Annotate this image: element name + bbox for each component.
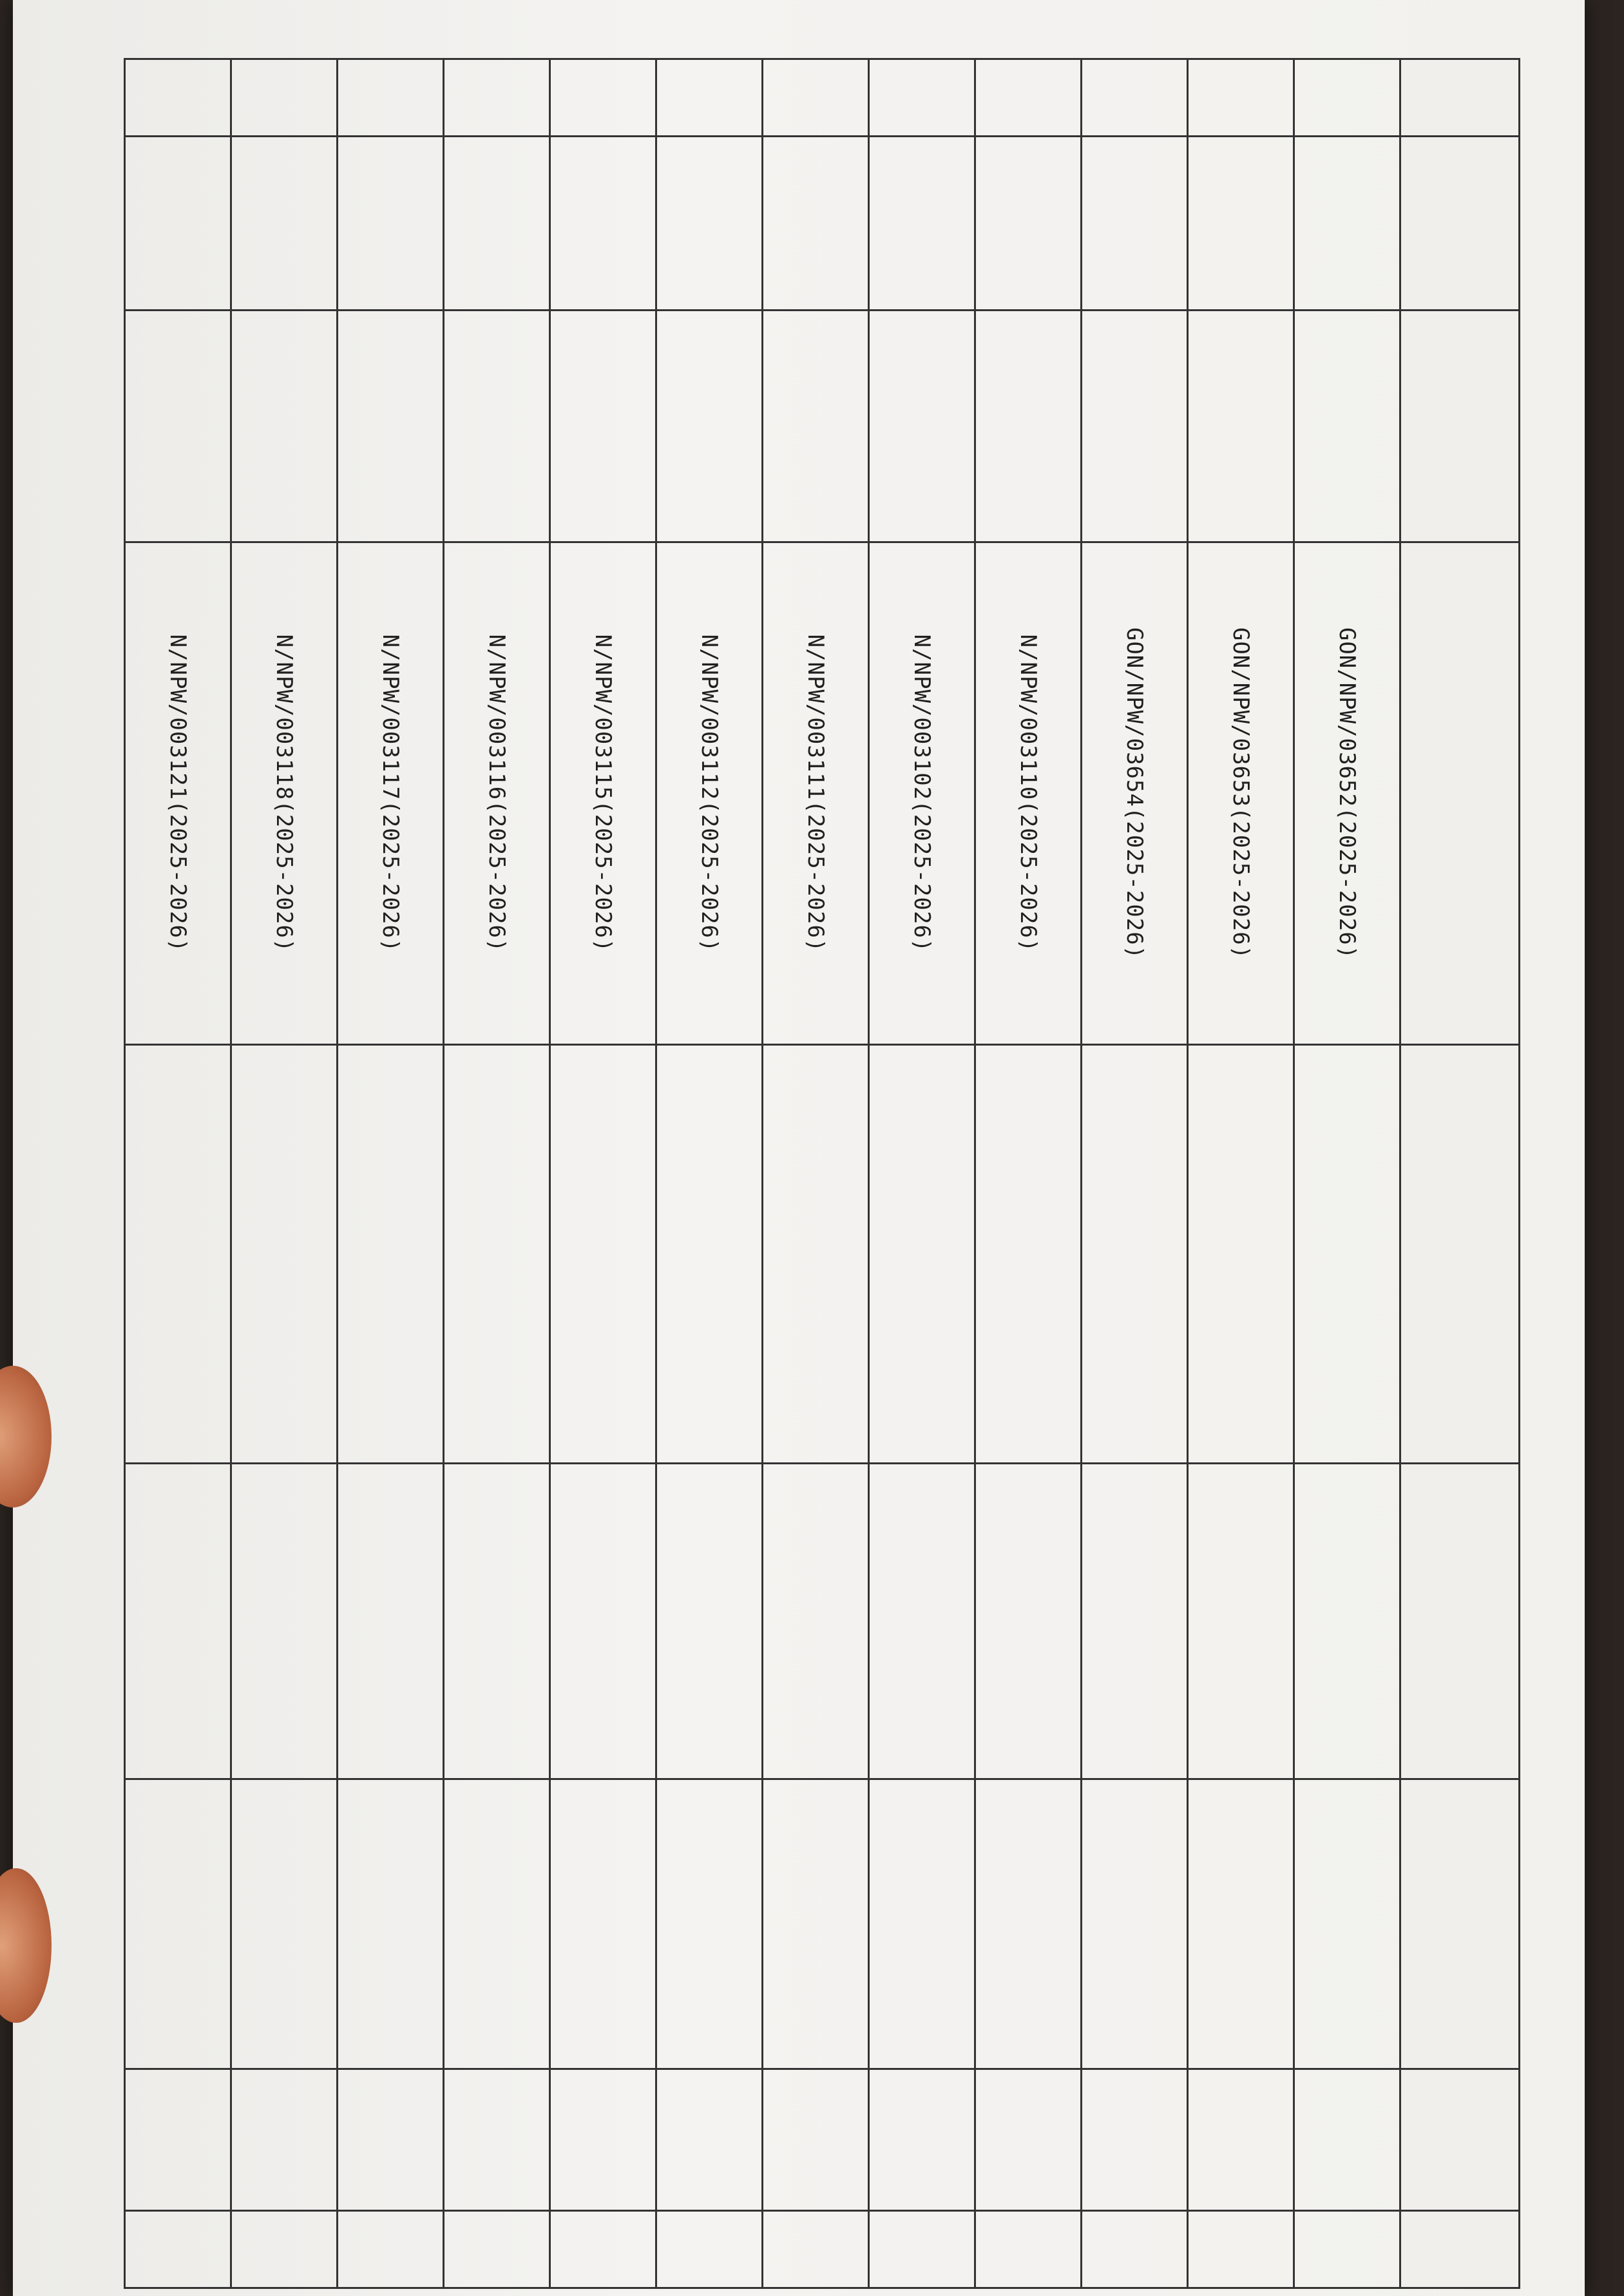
cell-owner xyxy=(338,1779,444,2069)
cell-shop-name xyxy=(444,1464,550,1779)
header-row-no xyxy=(1400,2211,1520,2288)
cell-serial xyxy=(231,59,338,137)
cell-owner xyxy=(444,1779,550,2069)
cell-serial xyxy=(1188,59,1294,137)
cell-owner xyxy=(869,1779,975,2069)
cell-township xyxy=(1188,311,1294,542)
cell-license-no: N/NPW/003116(2025-2026) xyxy=(444,542,550,1045)
table-row xyxy=(869,59,975,2288)
cell-serial xyxy=(869,59,975,137)
cell-township xyxy=(656,311,763,542)
cell-owner xyxy=(231,1779,338,2069)
cell-region xyxy=(656,137,763,311)
cell-address xyxy=(869,1045,975,1464)
cell-region xyxy=(1294,137,1400,311)
cell-license-no: GON/NPW/03652(2025-2026) xyxy=(1294,542,1400,1045)
cell-owner xyxy=(125,1779,231,2069)
cell-date xyxy=(444,2069,550,2211)
cell-shop-name xyxy=(1294,1464,1400,1779)
cell-region xyxy=(338,137,444,311)
cell-address xyxy=(1294,1045,1400,1464)
cell-serial xyxy=(1294,59,1400,137)
cell-address xyxy=(763,1045,869,1464)
cell-serial xyxy=(763,59,869,137)
cell-shop-name xyxy=(231,1464,338,1779)
cell-region xyxy=(1188,137,1294,311)
cell-license-no: N/NPW/003110(2025-2026) xyxy=(975,542,1082,1045)
header-serial xyxy=(1400,59,1520,137)
cell-address xyxy=(125,1045,231,1464)
cell-serial xyxy=(444,59,550,137)
header-owner xyxy=(1400,1779,1520,2069)
cell-date xyxy=(869,2069,975,2211)
cell-owner xyxy=(1188,1779,1294,2069)
header-address xyxy=(1400,1045,1520,1464)
cell-owner xyxy=(1294,1779,1400,2069)
cell-township xyxy=(231,311,338,542)
table-row xyxy=(1188,59,1294,2288)
cell-address xyxy=(231,1045,338,1464)
cell-shop-name xyxy=(975,1464,1082,1779)
cell-row-no xyxy=(231,2211,338,2288)
cell-township xyxy=(550,311,656,542)
cell-township xyxy=(444,311,550,542)
header-shop-name xyxy=(1400,1464,1520,1779)
cell-shop-name xyxy=(550,1464,656,1779)
cell-address xyxy=(975,1045,1082,1464)
cell-address xyxy=(656,1045,763,1464)
header-date xyxy=(1400,2069,1520,2211)
table-caption xyxy=(97,97,135,2184)
cell-township xyxy=(1082,311,1188,542)
cell-address xyxy=(1188,1045,1294,1464)
header-license-no xyxy=(1400,542,1520,1045)
cell-date xyxy=(975,2069,1082,2211)
cell-date xyxy=(231,2069,338,2211)
cell-owner xyxy=(1082,1779,1188,2069)
cell-shop-name xyxy=(1082,1464,1188,1779)
table-row xyxy=(975,59,1082,2288)
cell-date xyxy=(763,2069,869,2211)
cell-license-no: N/NPW/003112(2025-2026) xyxy=(656,542,763,1045)
cell-row-no xyxy=(763,2211,869,2288)
cell-address xyxy=(550,1045,656,1464)
cell-owner xyxy=(550,1779,656,2069)
cell-address xyxy=(338,1045,444,1464)
cell-row-no xyxy=(550,2211,656,2288)
cell-license-no: GON/NPW/03654(2025-2026) xyxy=(1082,542,1188,1045)
cell-row-no xyxy=(1188,2211,1294,2288)
cell-region xyxy=(763,137,869,311)
cell-date xyxy=(125,2069,231,2211)
cell-row-no xyxy=(869,2211,975,2288)
cell-row-no xyxy=(975,2211,1082,2288)
cell-shop-name xyxy=(1188,1464,1294,1779)
cell-row-no xyxy=(444,2211,550,2288)
cell-license-no: N/NPW/003118(2025-2026) xyxy=(231,542,338,1045)
cell-serial xyxy=(656,59,763,137)
cell-serial xyxy=(338,59,444,137)
cell-region xyxy=(444,137,550,311)
cell-shop-name xyxy=(763,1464,869,1779)
header-region xyxy=(1400,137,1520,311)
table-row xyxy=(656,59,763,2288)
cell-address xyxy=(444,1045,550,1464)
header-row xyxy=(1400,59,1520,2288)
cell-township xyxy=(975,311,1082,542)
cell-owner xyxy=(763,1779,869,2069)
cell-date xyxy=(656,2069,763,2211)
cell-license-no: N/NPW/003111(2025-2026) xyxy=(763,542,869,1045)
cell-serial xyxy=(975,59,1082,137)
cell-region xyxy=(231,137,338,311)
table-row xyxy=(125,59,231,2288)
rotated-table-area xyxy=(84,58,1520,2223)
cell-shop-name xyxy=(338,1464,444,1779)
cell-region xyxy=(125,137,231,311)
cell-township xyxy=(763,311,869,542)
cell-serial xyxy=(550,59,656,137)
table-row xyxy=(550,59,656,2288)
cell-date xyxy=(338,2069,444,2211)
header-township xyxy=(1400,311,1520,542)
cell-row-no xyxy=(1082,2211,1188,2288)
cell-license-no: GON/NPW/03653(2025-2026) xyxy=(1188,542,1294,1045)
cell-township xyxy=(1294,311,1400,542)
cell-region xyxy=(1082,137,1188,311)
document-sheet xyxy=(13,0,1585,2296)
cell-date xyxy=(1294,2069,1400,2211)
cell-license-no: N/NPW/003102(2025-2026) xyxy=(869,542,975,1045)
cell-shop-name xyxy=(869,1464,975,1779)
cell-township xyxy=(869,311,975,542)
cell-date xyxy=(550,2069,656,2211)
cell-address xyxy=(1082,1045,1188,1464)
cell-license-no: N/NPW/003117(2025-2026) xyxy=(338,542,444,1045)
cell-region xyxy=(975,137,1082,311)
cell-township xyxy=(338,311,444,542)
cell-owner xyxy=(656,1779,763,2069)
cell-region xyxy=(869,137,975,311)
table-row xyxy=(231,59,338,2288)
cell-row-no xyxy=(1294,2211,1400,2288)
cell-row-no xyxy=(125,2211,231,2288)
cell-date xyxy=(1082,2069,1188,2211)
table-row xyxy=(444,59,550,2288)
cell-row-no xyxy=(338,2211,444,2288)
table-row xyxy=(1294,59,1400,2288)
cell-owner xyxy=(975,1779,1082,2069)
cell-row-no xyxy=(656,2211,763,2288)
cell-region xyxy=(550,137,656,311)
cell-date xyxy=(1188,2069,1294,2211)
license-table xyxy=(124,58,1520,2289)
cell-shop-name xyxy=(125,1464,231,1779)
cell-shop-name xyxy=(656,1464,763,1779)
table-row xyxy=(763,59,869,2288)
table-row xyxy=(338,59,444,2288)
cell-license-no: N/NPW/003121(2025-2026) xyxy=(125,542,231,1045)
cell-license-no: N/NPW/003115(2025-2026) xyxy=(550,542,656,1045)
cell-serial xyxy=(1082,59,1188,137)
cell-township xyxy=(125,311,231,542)
table-row xyxy=(1082,59,1188,2288)
cell-serial xyxy=(125,59,231,137)
